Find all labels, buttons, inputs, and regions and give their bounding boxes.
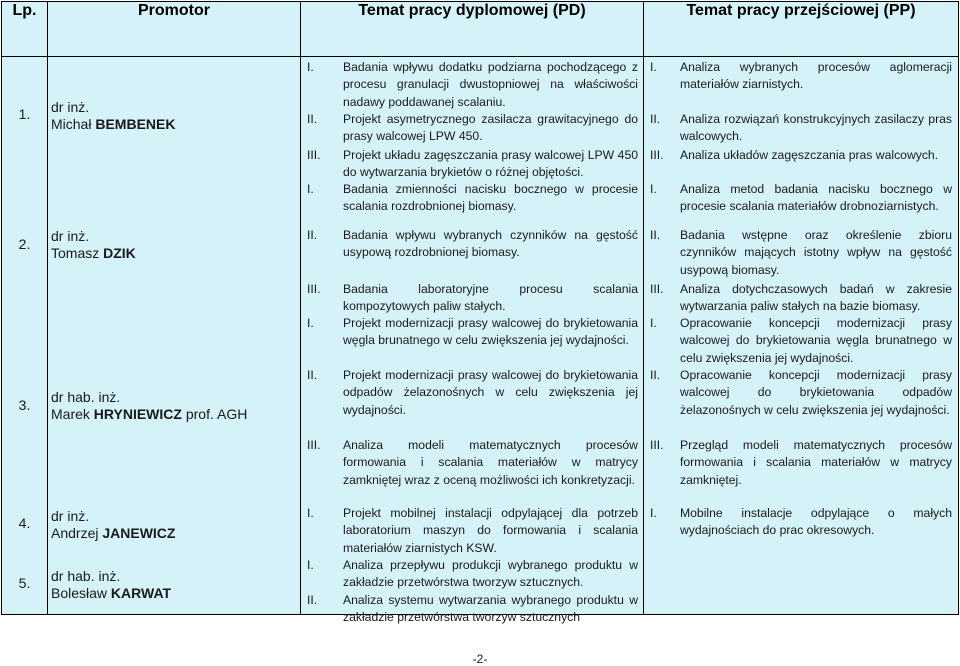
promotor-name: Marek HRYNIEWICZ prof. AGH: [51, 406, 248, 422]
topic-number: II.: [650, 368, 661, 382]
topic-number: III.: [650, 438, 664, 452]
promotor-title: dr inż.: [51, 508, 90, 524]
topic-text: Analiza wybranych procesów aglomeracji materiałów ziarnistych.: [680, 60, 952, 92]
pd-topic: [307, 367, 638, 419]
pd-topic: [307, 315, 638, 350]
topic-text: Analiza układów zagęszczania pras walcowych.: [680, 148, 939, 162]
topic-number: I.: [307, 506, 314, 520]
pp-topic: [650, 147, 952, 164]
row-number: 1.: [18, 106, 31, 122]
pd-topic: [307, 557, 638, 592]
table-body-row: [2, 57, 959, 615]
promotor-entry: [48, 389, 300, 423]
header-pd: Temat pracy dyplomowej (PD): [301, 2, 644, 57]
topic-number: I.: [307, 316, 314, 330]
promotor-title: dr hab. inż.: [51, 389, 121, 405]
topic-number: II.: [307, 112, 318, 126]
topic-number: III.: [307, 282, 321, 296]
topic-number: I.: [650, 316, 657, 330]
pp-topic: [650, 437, 952, 489]
topic-number: I.: [650, 60, 657, 74]
table-header-row: [2, 2, 959, 57]
topic-text: Analiza modeli matematycznych procesów formowania i scalania materiałów w matrycy zamkniętej wraz z oceną możliwości ich konkretyzacji.: [343, 438, 638, 487]
topic-text: Projekt układu zagęszczania prasy walcowej LPW 450 do wytwarzania brykietów o różnej objętości.: [343, 148, 638, 180]
pp-topic: [650, 315, 952, 367]
topic-text: Projekt asymetrycznego zasilacza grawitacyjnego do prasy walcowej LPW 450.: [343, 112, 638, 144]
pp-topic: [650, 181, 952, 216]
pd-topic: [307, 181, 638, 216]
promotor-entry: [48, 568, 300, 602]
topic-number: III.: [307, 438, 321, 452]
topic-text: Analiza rozwiązań konstrukcyjnych zasilaczy pras walcowych.: [680, 112, 952, 144]
pp-topic: [650, 59, 952, 94]
header-pp: Temat pracy przejściowej (PP): [644, 2, 959, 57]
topic-text: Badania wstępne oraz określenie zbioru czynników mających istotny wpływ na gęstość usypową biomasy.: [680, 228, 952, 277]
header-lp: Lp.: [2, 2, 48, 57]
pd-topic: [307, 111, 638, 146]
topic-text: Badania wpływu dodatku podziarna pochodzącego z procesu granulacji dwustopniowej na właściwości nadawy poddawanej scalaniu.: [343, 60, 638, 109]
topic-text: Analiza metod badania nacisku bocznego w procesie scalania materiałów drobnoziarnistych.: [680, 182, 952, 214]
row-number: 2.: [18, 236, 31, 252]
topic-text: Projekt modernizacji prasy walcowej do brykietowania węgla brunatnego w celu zwiększenia jej wydajności.: [343, 316, 638, 348]
promotor-column: [48, 57, 301, 615]
promotor-name: Michał BEMBENEK: [51, 116, 176, 132]
topic-number: I.: [650, 506, 657, 520]
topic-number: II.: [307, 593, 318, 607]
promotor-title: dr hab. inż.: [51, 568, 121, 584]
promotor-name: Andrzej JANEWICZ: [51, 525, 176, 541]
topic-number: II.: [307, 368, 318, 382]
topic-text: Projekt modernizacji prasy walcowej do brykietowania odpadów żelazonośnych w celu zwiększenia jej wydajności.: [343, 368, 638, 417]
pd-topic: [307, 592, 638, 627]
pd-topic: [307, 59, 638, 111]
lp-column: [2, 57, 48, 615]
pd-topic: [307, 505, 638, 557]
topic-number: I.: [650, 182, 657, 196]
topic-text: Badania laboratoryjne procesu scalania kompozytowych paliw stałych.: [343, 282, 638, 314]
pd-column: [301, 57, 644, 625]
promotor-title: dr inż.: [51, 228, 90, 244]
document-page: [1, 1, 958, 625]
header-promotor: Promotor: [48, 2, 301, 57]
topic-number: I.: [307, 558, 314, 572]
topic-number: III.: [307, 148, 321, 162]
pp-topic: [650, 227, 952, 279]
pp-topic: [650, 505, 952, 540]
row-number: 5.: [18, 575, 31, 591]
promotor-entry: [48, 228, 300, 262]
pp-topic: [650, 281, 952, 316]
pp-column: [644, 57, 959, 615]
topic-text: Projekt mobilnej instalacji odpylającej dla potrzeb laboratorium maszyn do formowania i scalania materiałów ziarnistych KSW.: [343, 506, 638, 555]
topic-text: Opracowanie koncepcji modernizacji prasy walcowej do brykietowania odpadów żelazonośnych w celu zwiększenia jej wydajności.: [680, 368, 952, 417]
pd-topic: [307, 281, 638, 316]
topic-number: II.: [307, 228, 318, 242]
topic-text: Mobilne instalacje odpylające o małych wydajnościach do prac okresowych.: [680, 506, 952, 538]
topic-number: I.: [307, 60, 314, 74]
topic-text: Przegląd modeli matematycznych procesów formowania i scalania materiałów w matrycy zamkniętej.: [680, 438, 952, 487]
topic-number: II.: [650, 112, 661, 126]
row-number: 4.: [18, 515, 31, 531]
topic-number: II.: [650, 228, 661, 242]
topic-text: Analiza systemu wytwarzania wybranego produktu w zakładzie przetwórstwa tworzyw sztucznych: [343, 593, 638, 625]
pd-topic: [307, 227, 638, 262]
topic-text: Badania zmienności nacisku bocznego w procesie scalania rozdrobnionej biomasy.: [343, 182, 638, 214]
promotor-title: dr inż.: [51, 99, 90, 115]
topic-number: III.: [650, 282, 664, 296]
topic-number: III.: [650, 148, 664, 162]
topic-text: Opracowanie koncepcji modernizacji prasy walcowej do brykietowania węgla brunatnego w celu zwiększenia jej wydajności.: [680, 316, 952, 365]
pd-topic: [307, 437, 638, 489]
page-number: -2-: [472, 652, 488, 666]
promotor-name: Tomasz DZIK: [51, 245, 136, 261]
pd-topic: [307, 147, 638, 182]
promotor-entry: [48, 508, 300, 542]
topic-number: I.: [307, 182, 314, 196]
promotor-entry: [48, 99, 300, 133]
topic-text: Analiza dotychczasowych badań w zakresie wytwarzania paliw stałych na bazie biomasy.: [680, 282, 952, 314]
promotor-name: Bolesław KARWAT: [51, 585, 172, 601]
pp-topic: [650, 367, 952, 419]
row-number: 3.: [18, 397, 31, 413]
topic-text: Analiza przepływu produkcji wybranego produktu w zakładzie przetwórstwa tworzyw sztucznych.: [343, 558, 638, 590]
topic-text: Badania wpływu wybranych czynników na gęstość usypową rozdrobnionej biomasy.: [343, 228, 638, 260]
thesis-topics-table: [1, 1, 959, 625]
pp-topic: [650, 111, 952, 146]
